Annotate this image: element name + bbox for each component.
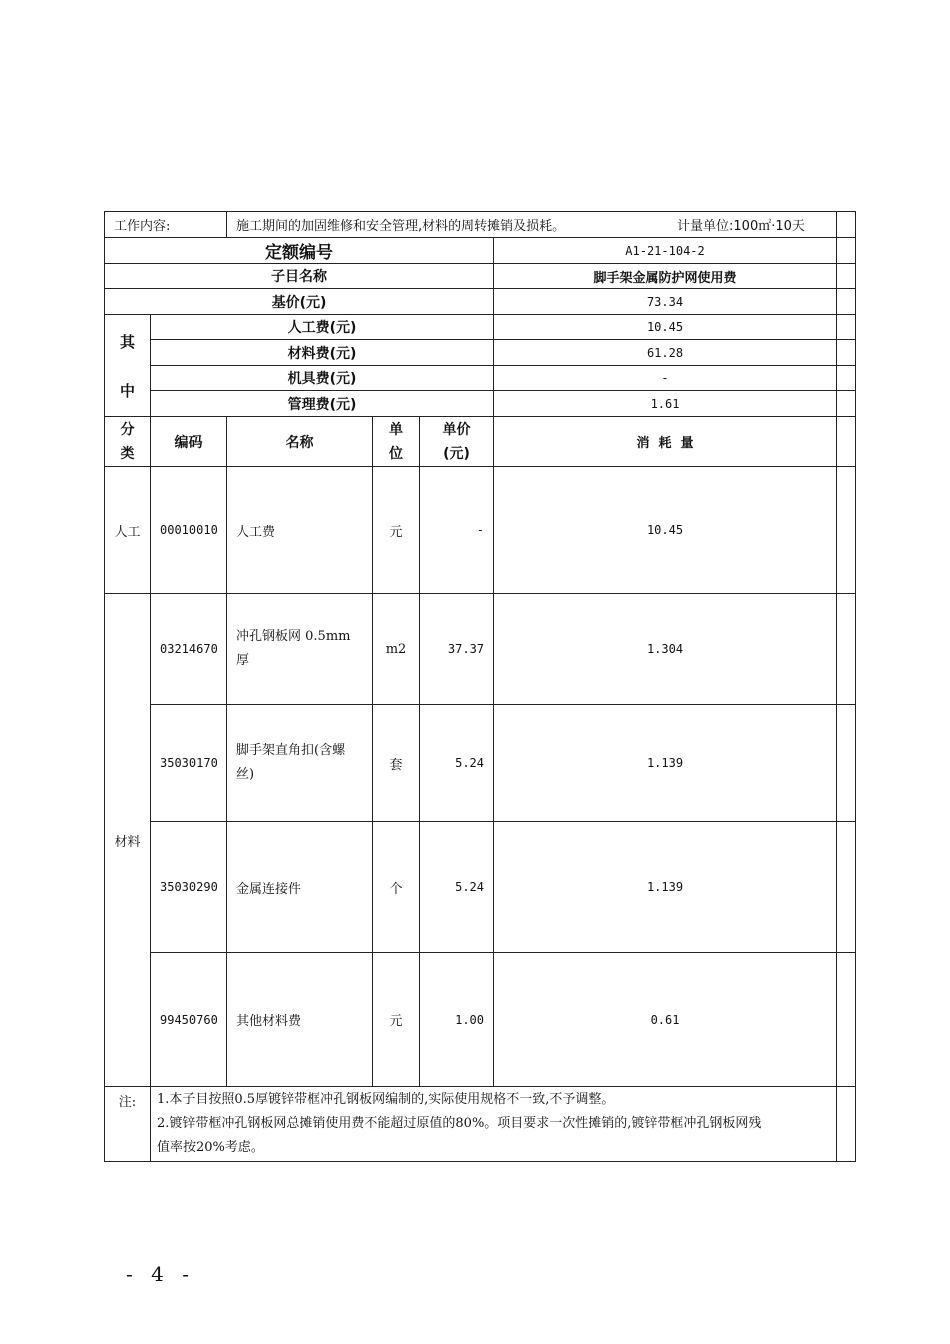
notes-body (151, 1087, 837, 1162)
spare-cell (837, 315, 856, 340)
machine-cost-row (105, 366, 856, 391)
item-name-row (105, 264, 856, 289)
base-price-row (105, 289, 856, 315)
spare-cell (837, 705, 856, 822)
base-price-value: 73.34 (494, 289, 837, 315)
labor-amount: 10.45 (494, 467, 837, 594)
machine-cost-value: - (494, 366, 837, 391)
table-row (105, 594, 856, 705)
unit-header (373, 417, 420, 467)
category-header (105, 417, 151, 467)
table-row (105, 467, 856, 594)
material-name-line: 脚手架直角扣(含螺 (236, 743, 346, 758)
item-name-value: 脚手架金属防护网使用费 (494, 264, 837, 289)
spare-cell (837, 391, 856, 417)
column-header-row (105, 417, 856, 467)
spare-cell (837, 264, 856, 289)
unit-of-measure-text: 计量单位:100㎡·10天 (677, 219, 805, 234)
table-row (105, 953, 856, 1087)
material-name (227, 594, 373, 705)
unit-of-measure (677, 212, 856, 238)
labor-code: 00010010 (151, 467, 227, 594)
spare-cell (837, 594, 856, 705)
labor-cost-label: 人工费(元) (151, 315, 494, 340)
code-header: 编码 (151, 417, 227, 467)
material-category: 材料 (105, 594, 151, 1087)
material-price: 5.24 (420, 705, 494, 822)
spare-cell (837, 1087, 856, 1162)
material-name (227, 705, 373, 822)
among-cell (105, 315, 151, 417)
material-name-line: 厚 (236, 653, 250, 668)
quota-number-value: A1-21-104-2 (494, 238, 837, 264)
table-row (105, 705, 856, 822)
name-header: 名称 (227, 417, 373, 467)
price-header (420, 417, 494, 467)
material-unit: 元 (373, 953, 420, 1087)
consumption-header: 消 耗 量 (494, 417, 837, 467)
labor-name: 人工费 (227, 467, 373, 594)
material-price: 1.00 (420, 953, 494, 1087)
work-content-row (105, 212, 856, 238)
management-cost-label: 管理费(元) (151, 391, 494, 417)
management-cost-value: 1.61 (494, 391, 837, 417)
material-name: 金属连接件 (227, 822, 373, 953)
labor-unit: 元 (373, 467, 420, 594)
material-price: 5.24 (420, 822, 494, 953)
notes-row (105, 1087, 856, 1162)
material-amount: 0.61 (494, 953, 837, 1087)
unit-header-2: 位 (389, 445, 404, 462)
among-char-1: 其 (119, 332, 135, 351)
material-name-line: 冲孔钢板网 0.5mm (236, 629, 351, 644)
spare-cell (837, 417, 856, 467)
work-content-label: 工作内容: (105, 212, 227, 238)
material-name: 其他材料费 (227, 953, 373, 1087)
material-unit: 套 (373, 705, 420, 822)
note-line: 2.镀锌带框冲孔钢板网总摊销使用费不能超过原值的80%。项目要求一次性摊销的,镀锌带框冲孔钢板网残 (157, 1116, 762, 1131)
spare-cell (837, 822, 856, 953)
page-number: - 4 - (126, 1262, 195, 1286)
note-line: 1.本子目按照0.5厚镀锌带框冲孔钢板网编制的,实际使用规格不一致,不予调整。 (157, 1092, 615, 1107)
notes-label: 注: (105, 1087, 151, 1162)
quota-table (104, 211, 856, 1162)
material-amount: 1.139 (494, 822, 837, 953)
material-amount: 1.304 (494, 594, 837, 705)
quota-number-label: 定额编号 (105, 238, 494, 264)
material-cost-label: 材料费(元) (151, 340, 494, 366)
spare-cell (837, 366, 856, 391)
quota-sheet (104, 211, 855, 1162)
price-header-2: (元) (443, 445, 470, 462)
material-code: 35030170 (151, 705, 227, 822)
material-code: 99450760 (151, 953, 227, 1087)
quota-number-row (105, 238, 856, 264)
table-row (105, 822, 856, 953)
material-amount: 1.139 (494, 705, 837, 822)
spare-cell (837, 238, 856, 264)
note-line: 值率按20%考虑。 (157, 1140, 264, 1155)
spare-cell (837, 289, 856, 315)
machine-cost-label: 机具费(元) (151, 366, 494, 391)
material-price: 37.37 (420, 594, 494, 705)
item-name-label: 子目名称 (105, 264, 494, 289)
labor-cost-row (105, 315, 856, 340)
material-unit: m2 (373, 594, 420, 705)
material-name-line: 丝) (236, 767, 255, 782)
spare-cell (837, 340, 856, 366)
labor-cost-value: 10.45 (494, 315, 837, 340)
unit-header-1: 单 (389, 421, 404, 438)
category-header-1: 分 (120, 421, 135, 438)
base-price-label: 基价(元) (105, 289, 494, 315)
material-code: 03214670 (151, 594, 227, 705)
material-code: 35030290 (151, 822, 227, 953)
material-cost-row (105, 340, 856, 366)
material-unit: 个 (373, 822, 420, 953)
spare-cell (837, 953, 856, 1087)
among-char-2: 中 (119, 381, 135, 400)
category-header-2: 类 (120, 445, 135, 462)
labor-price: - (420, 467, 494, 594)
management-cost-row (105, 391, 856, 417)
material-cost-value: 61.28 (494, 340, 837, 366)
labor-category: 人工 (105, 467, 151, 594)
price-header-1: 单价 (442, 421, 471, 438)
spare-cell (837, 467, 856, 594)
work-content-text: 施工期间的加固维修和安全管理,材料的周转摊销及损耗。 (227, 212, 837, 238)
